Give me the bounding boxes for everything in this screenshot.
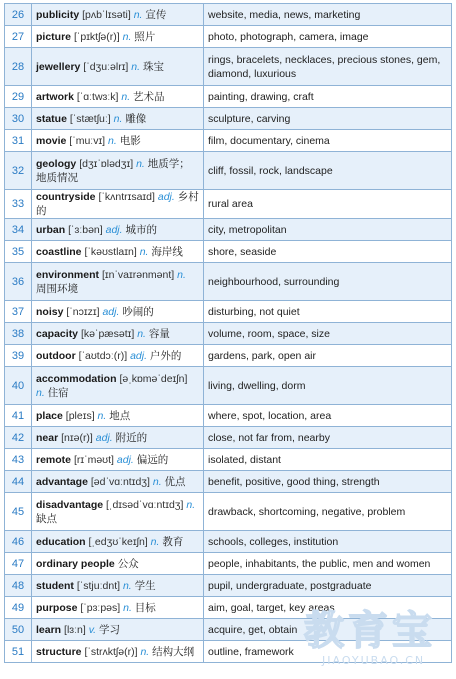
- synonyms-cell: disturbing, not quiet: [204, 301, 452, 323]
- table-row: [5, 190, 452, 219]
- phonetic: [ˌdɪsədˈvɑːntɪdʒ]: [106, 498, 184, 511]
- headword: artwork: [36, 90, 74, 103]
- word-cell: [32, 471, 204, 493]
- headword: education: [36, 535, 86, 548]
- row-number: 50: [5, 619, 32, 641]
- chinese-translation: 艺术品: [133, 90, 165, 103]
- chinese-translation: 乡村的: [36, 191, 199, 217]
- phonetic: [pleɪs]: [65, 409, 95, 422]
- watermark-text: 教育宝: [304, 608, 436, 654]
- chinese-translation: 户外的: [149, 349, 182, 362]
- phonetic: [pʌbˈlɪsəti]: [82, 8, 131, 21]
- word-cell: [32, 641, 204, 663]
- synonyms-cell: acquire, get, obtain: [204, 619, 452, 641]
- table-row: [5, 152, 452, 190]
- part-of-speech: n.: [133, 8, 143, 21]
- chinese-translation: 偏远的: [136, 453, 169, 466]
- synonyms-cell: schools, colleges, institution: [204, 531, 452, 553]
- word-cell: [32, 345, 204, 367]
- word-cell: [32, 531, 204, 553]
- headword: movie: [36, 134, 67, 147]
- chinese-translation: 电影: [119, 134, 141, 147]
- table-row: [5, 553, 452, 575]
- part-of-speech: n.: [131, 60, 141, 73]
- table-row: [5, 26, 452, 48]
- part-of-speech: n.: [108, 134, 117, 147]
- phonetic: [ˌedʒʊˈkeɪʃn]: [88, 535, 148, 548]
- part-of-speech: adj.: [157, 191, 175, 203]
- chinese-translation: 附近的: [115, 431, 148, 444]
- word-cell: [32, 575, 204, 597]
- synonyms-cell: photo, photograph, camera, image: [204, 26, 452, 48]
- synonyms-cell: where, spot, location, area: [204, 405, 452, 427]
- word-cell: [32, 219, 204, 241]
- table-row: [5, 471, 452, 493]
- phonetic: [rɪˈməʊt]: [73, 453, 114, 466]
- table-row: [5, 86, 452, 108]
- word-cell: [32, 263, 204, 301]
- part-of-speech: n.: [186, 498, 196, 511]
- row-number: 45: [5, 493, 32, 531]
- table-row: [5, 301, 452, 323]
- vocabulary-table: [4, 3, 452, 663]
- headword: countryside: [36, 191, 96, 203]
- row-number: 42: [5, 427, 32, 449]
- table-row: [5, 48, 452, 86]
- headword: environment: [36, 268, 100, 281]
- headword: ordinary people: [36, 557, 115, 570]
- phonetic: [ˈstrʌktʃə(r)]: [84, 645, 138, 658]
- part-of-speech: n.: [36, 386, 45, 399]
- phonetic: [ˈmuːvɪ]: [69, 134, 106, 147]
- part-of-speech: n.: [123, 601, 132, 614]
- headword: structure: [36, 645, 82, 658]
- phonetic: [kəˈpæsətɪ]: [80, 327, 135, 340]
- row-number: 33: [5, 190, 32, 219]
- headword: noisy: [36, 305, 64, 318]
- headword: geology: [36, 157, 77, 170]
- table-row: [5, 367, 452, 405]
- phonetic: [nɪə(r)]: [61, 431, 93, 444]
- synonyms-cell: aim, goal, target, key areas: [204, 597, 452, 619]
- row-number: 31: [5, 130, 32, 152]
- part-of-speech: adj.: [116, 453, 134, 466]
- table-row: [5, 345, 452, 367]
- part-of-speech: n.: [97, 409, 107, 422]
- part-of-speech: adj.: [95, 431, 113, 444]
- phonetic: [ɪnˈvaɪrənmənt]: [101, 268, 175, 281]
- part-of-speech: adj.: [130, 349, 147, 362]
- chinese-translation: 珠宝: [142, 60, 164, 73]
- word-cell: [32, 108, 204, 130]
- headword: purpose: [36, 601, 78, 614]
- headword: publicity: [36, 8, 80, 21]
- word-cell: [32, 323, 204, 345]
- phonetic: [ədˈvɑːntɪdʒ]: [90, 475, 150, 488]
- chinese-translation: 周围环境: [36, 282, 78, 295]
- phonetic: [ˈaʊtdɔː(r)]: [78, 349, 128, 362]
- row-number: 34: [5, 219, 32, 241]
- chinese-translation: 宣传: [145, 8, 167, 21]
- word-cell: [32, 449, 204, 471]
- table-row: [5, 597, 452, 619]
- chinese-translation: 学习: [99, 623, 121, 636]
- word-cell: [32, 241, 204, 263]
- synonyms-cell: city, metropolitan: [204, 219, 452, 241]
- synonyms-cell: gardens, park, open air: [204, 345, 452, 367]
- headword: remote: [36, 453, 72, 466]
- row-number: 26: [5, 4, 32, 26]
- phonetic: [əˌkɒməˈdeɪʃn]: [119, 372, 188, 385]
- table-row: [5, 219, 452, 241]
- row-number: 47: [5, 553, 32, 575]
- headword: place: [36, 409, 63, 422]
- synonyms-cell: sculpture, carving: [204, 108, 452, 130]
- phonetic: [ˈstjuːdnt]: [76, 579, 121, 592]
- word-cell: [32, 152, 204, 190]
- headword: outdoor: [36, 349, 76, 362]
- chinese-translation: 地质学；地质情况: [36, 157, 190, 184]
- table-row: [5, 241, 452, 263]
- part-of-speech: n.: [122, 579, 132, 592]
- word-cell: [32, 405, 204, 427]
- row-number: 46: [5, 531, 32, 553]
- headword: jewellery: [36, 60, 81, 73]
- synonyms-cell: film, documentary, cinema: [204, 130, 452, 152]
- row-number: 51: [5, 641, 32, 663]
- part-of-speech: n.: [139, 245, 149, 258]
- word-cell: [32, 4, 204, 26]
- word-cell: [32, 86, 204, 108]
- table-row: [5, 427, 452, 449]
- chinese-translation: 学生: [134, 579, 156, 592]
- phonetic: [ˈdʒuːəlrɪ]: [83, 60, 129, 73]
- synonyms-cell: drawback, shortcoming, negative, problem: [204, 493, 452, 531]
- synonyms-cell: shore, seaside: [204, 241, 452, 263]
- headword: capacity: [36, 327, 79, 340]
- headword: advantage: [36, 475, 88, 488]
- phonetic: [ˈpɪktʃə(r)]: [73, 30, 120, 43]
- headword: near: [36, 431, 59, 444]
- part-of-speech: v.: [88, 623, 97, 636]
- headword: accommodation: [36, 372, 117, 385]
- synonyms-cell: living, dwelling, dorm: [204, 367, 452, 405]
- row-number: 35: [5, 241, 32, 263]
- table-row: [5, 263, 452, 301]
- chinese-translation: 吵闹的: [122, 305, 154, 318]
- chinese-translation: 目标: [134, 601, 156, 614]
- row-number: 44: [5, 471, 32, 493]
- part-of-speech: n.: [113, 112, 123, 125]
- chinese-translation: 住宿: [47, 386, 69, 399]
- phonetic: [ˈɑːtwɜːk]: [76, 90, 119, 103]
- chinese-translation: 城市的: [125, 223, 157, 236]
- headword: learn: [36, 623, 62, 636]
- word-cell: [32, 48, 204, 86]
- row-number: 39: [5, 345, 32, 367]
- word-cell: [32, 553, 204, 575]
- phonetic: [ˈstætʃuː]: [69, 112, 111, 125]
- synonyms-cell: pupil, undergraduate, postgraduate: [204, 575, 452, 597]
- chinese-translation: 公众: [117, 557, 139, 570]
- row-number: 27: [5, 26, 32, 48]
- word-cell: [32, 301, 204, 323]
- row-number: 32: [5, 152, 32, 190]
- part-of-speech: n.: [150, 535, 160, 548]
- part-of-speech: n.: [177, 268, 186, 281]
- synonyms-cell: close, not far from, nearby: [204, 427, 452, 449]
- synonyms-cell: volume, room, space, size: [204, 323, 452, 345]
- row-number: 36: [5, 263, 32, 301]
- synonyms-cell: cliff, fossil, rock, landscape: [204, 152, 452, 190]
- row-number: 43: [5, 449, 32, 471]
- phonetic: [ˈkəʊstlaɪn]: [84, 245, 137, 258]
- table-row: [5, 493, 452, 531]
- table-row: [5, 405, 452, 427]
- table-row: [5, 641, 452, 663]
- row-number: 28: [5, 48, 32, 86]
- row-number: 41: [5, 405, 32, 427]
- synonyms-cell: rings, bracelets, necklaces, precious stones, gem, diamond, luxurious: [204, 48, 452, 86]
- phonetic: [ˈɜːbən]: [68, 223, 103, 236]
- table-row: [5, 130, 452, 152]
- table-row: [5, 323, 452, 345]
- row-number: 29: [5, 86, 32, 108]
- vocabulary-table-body: [5, 4, 452, 663]
- chinese-translation: 容量: [148, 327, 170, 340]
- synonyms-cell: isolated, distant: [204, 449, 452, 471]
- word-cell: [32, 427, 204, 449]
- word-cell: [32, 619, 204, 641]
- headword: picture: [36, 30, 72, 43]
- synonyms-cell: outline, framework: [204, 641, 452, 663]
- watermark-url: JIAOYUBAO.CN: [322, 654, 426, 667]
- row-number: 49: [5, 597, 32, 619]
- word-cell: [32, 190, 204, 219]
- part-of-speech: n.: [140, 645, 150, 658]
- row-number: 30: [5, 108, 32, 130]
- headword: student: [36, 579, 74, 592]
- headword: statue: [36, 112, 67, 125]
- chinese-translation: 地点: [109, 409, 131, 422]
- table-row: [5, 449, 452, 471]
- table-row: [5, 619, 452, 641]
- headword: coastline: [36, 245, 82, 258]
- part-of-speech: n.: [152, 475, 162, 488]
- chinese-translation: 缺点: [36, 512, 57, 525]
- part-of-speech: adj.: [105, 223, 123, 236]
- headword: urban: [36, 223, 66, 236]
- word-cell: [32, 26, 204, 48]
- synonyms-cell: neighbourhood, surrounding: [204, 263, 452, 301]
- table-row: [5, 4, 452, 26]
- synonyms-cell: painting, drawing, craft: [204, 86, 452, 108]
- word-cell: [32, 493, 204, 531]
- row-number: 38: [5, 323, 32, 345]
- headword: disadvantage: [36, 498, 104, 511]
- table-row: [5, 531, 452, 553]
- chinese-translation: 海岸线: [151, 245, 183, 258]
- phonetic: [ˈnɔɪzɪ]: [66, 305, 100, 318]
- part-of-speech: n.: [121, 90, 131, 103]
- word-cell: [32, 367, 204, 405]
- phonetic: [ˈkʌntrɪsaɪd]: [98, 191, 155, 203]
- chinese-translation: 结构大纲: [152, 645, 195, 658]
- chinese-translation: 教育: [162, 535, 184, 548]
- word-cell: [32, 130, 204, 152]
- synonyms-cell: benefit, positive, good thing, strength: [204, 471, 452, 493]
- phonetic: [dʒɪˈɒlədʒɪ]: [79, 157, 134, 170]
- phonetic: [ˈpɜːpəs]: [80, 601, 121, 614]
- part-of-speech: n.: [136, 157, 145, 170]
- table-row: [5, 575, 452, 597]
- row-number: 37: [5, 301, 32, 323]
- row-number: 40: [5, 367, 32, 405]
- synonyms-cell: rural area: [204, 190, 452, 219]
- chinese-translation: 照片: [134, 30, 156, 43]
- synonyms-cell: website, media, news, marketing: [204, 4, 452, 26]
- part-of-speech: adj.: [102, 305, 120, 318]
- part-of-speech: n.: [122, 30, 132, 43]
- chinese-translation: 雕像: [125, 112, 147, 125]
- word-cell: [32, 597, 204, 619]
- table-row: [5, 108, 452, 130]
- chinese-translation: 优点: [164, 475, 186, 488]
- part-of-speech: n.: [137, 327, 146, 340]
- row-number: 48: [5, 575, 32, 597]
- synonyms-cell: people, inhabitants, the public, men and women: [204, 553, 452, 575]
- phonetic: [lɜːn]: [64, 623, 86, 636]
